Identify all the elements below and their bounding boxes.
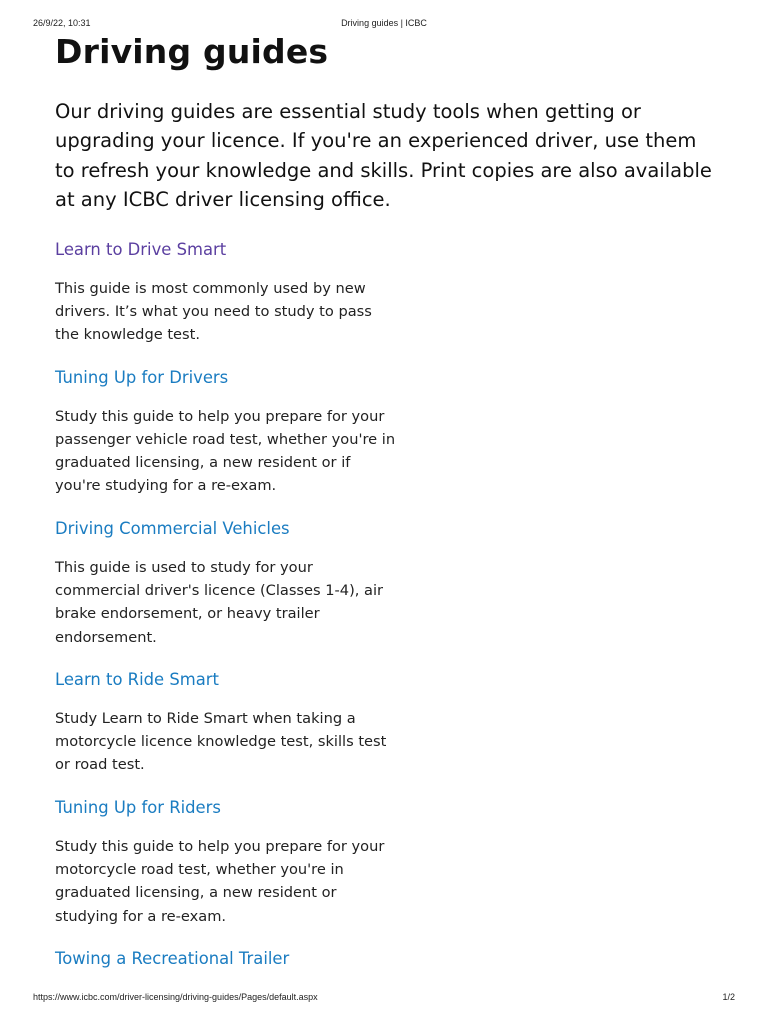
guide-driving-commercial-vehicles [55,518,400,649]
guide-tuning-up-for-drivers [55,367,400,498]
guide-link-learn-to-drive-smart[interactable]: Learn to Drive Smart [55,239,227,259]
guide-link-tuning-up-for-drivers[interactable]: Tuning Up for Drivers [55,367,229,387]
main-content [55,28,735,970]
page-title: Driving guides [55,32,329,71]
guide-link-driving-commercial-vehicles[interactable]: Driving Commercial Vehicles [55,518,290,538]
guide-link-learn-to-ride-smart[interactable]: Learn to Ride Smart [55,669,219,689]
guide-description: This guide is used to study for your commercial driver's licence (Classes 1-4), air brake endorsement, or heavy trailer endorsement. [55,558,384,646]
guide-learn-to-drive-smart [55,239,400,347]
guide-link-towing-a-recreational-trailer[interactable]: Towing a Recreational Trailer [55,948,290,968]
print-page-title: Driving guides | ICBC [341,18,427,28]
intro-paragraph: Our driving guides are essential study tools when getting or upgrading your licence. If you're an experienced driver, use them to refresh your knowledge and skills. Print copies are also available at any ICBC driver licensing office. [55,100,712,212]
print-footer [0,992,768,1006]
print-page-number: 1/2 [722,992,735,1002]
print-url: https://www.icbc.com/driver-licensing/driving-guides/Pages/default.aspx [33,992,318,1002]
guide-description: This guide is most commonly used by new drivers. It’s what you need to study to pass the knowledge test. [55,279,372,344]
guide-description: Study this guide to help you prepare for your passenger vehicle road test, whether you're in graduated licensing, a new resident or if you're studying for a re-exam. [55,407,396,495]
print-datetime: 26/9/22, 10:31 [33,18,91,28]
guide-description: Study this guide to help you prepare for your motorcycle road test, whether you're in graduated licensing, a new resident or studying for a re-exam. [55,837,385,925]
guide-towing-a-recreational-trailer [55,948,400,970]
guide-learn-to-ride-smart [55,669,400,777]
guides-list [55,239,735,970]
guide-description: Study Learn to Ride Smart when taking a motorcycle licence knowledge test, skills test or road test. [55,709,387,774]
guide-tuning-up-for-riders [55,797,400,928]
guide-link-tuning-up-for-riders[interactable]: Tuning Up for Riders [55,797,221,817]
